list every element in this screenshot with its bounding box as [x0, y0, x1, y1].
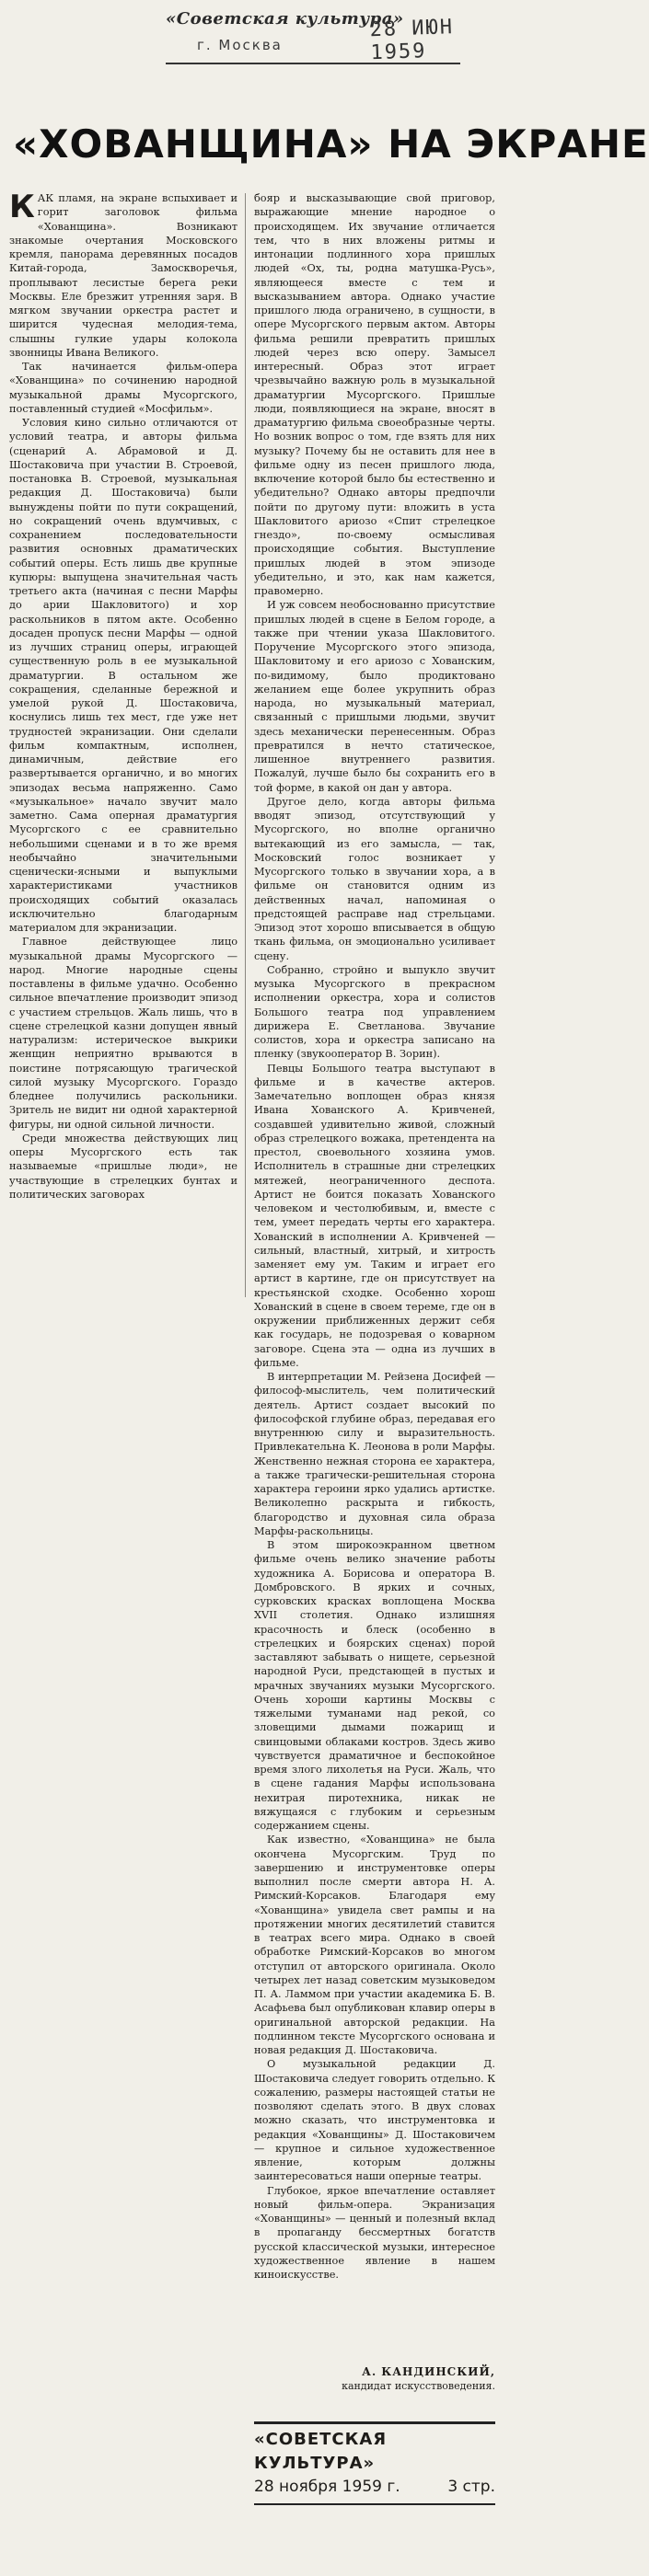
paragraph: Другое дело, когда авторы фильма вводят эпизод, отсутствующий у Мусоргского, но вполне органично вытекающий из его замысла, — так, Московский голос возникает у Мусоргского только в звучании хора, а в фильме он становится одним из действенных начал, напоминая о предстоящей расправе над стрельцами. Эпизод этот хорошо вписывается в общую ткань фильма, он эмоционально усиливает сцену. [254, 795, 495, 962]
paragraph: Как известно, «Хованщина» не была окончена Мусоргским. Труд по завершению и инструментовке оперы выполнил после смерти автора Н. А. Римский-Корсаков. Благодаря ему «Хованщина» увидела свет рампы и на протяжении многих десятилетий ставится в театрах всего мира. Однако в своей обработке Римский-Корсаков во многом отступил от авторского оригинала. Около четырех лет назад советским музыковедом П. А. Ламмом при участии академика Б. В. Асафьева был опубликован клавир оперы в оригинальной авторской редакции. На подлинном тексте Мусоргского основана и новая редакция Д. Шостаковича. [254, 1834, 495, 2056]
paragraph: О музыкальной редакции Д. Шостаковича следует говорить отдельно. К сожалению, размеры настоящей статьи не позволяют сделать этого. В двух словах можно сказать, что инструментовка и редакция «Хованщины» Д. Шостаковичем — крупное и сильное художественное явление, которым должны заинтересоваться наши оперные театры. [254, 2058, 495, 2183]
paragraph-text: АК пламя, на экране вспыхивает и горит заголовок фильма «Хованщина». Возникают знакомые очертания Московского кремля, панорама деревянных посадов Китай-города, Замоскворечья, проплывают лесистые берега реки Москвы. Еле брезжит утренняя заря. В мягком звучании оркестра растет и ширится чудесная мелодия-тема, слышны гулкие удары колокола звонницы Ивана Великого. [9, 192, 238, 359]
clipping-stamp [166, 9, 488, 75]
footer-page: 3 стр. [447, 2478, 495, 2496]
article-headline: «ХОВАНЩИНА» НА ЭКРАНЕ [13, 121, 649, 167]
paragraph: В интерпретации М. Рейзена Досифей — философ-мыслитель, чем политический деятель. Артист создает высокий по философской глубине образ, передавая его внутреннюю силу и выразительность. Привлекательна К. Леонова в роли Марфы. Женственно нежная сторона ее характера, а также трагически-решительная сторона характера героини ярко удались артистке. Великолепно раскрыта и гибкость, благородство и духовная сила образа Марфы-раскольницы. [254, 1371, 495, 1537]
stamp-paper-name: «Советская культура» [166, 9, 404, 29]
author-name: А. КАНДИНСКИЙ, [362, 2365, 495, 2378]
stamp-date: 28 ИЮН 1959 [369, 16, 455, 65]
paragraph: Условия кино сильно отличаются от условий театра, и авторы фильма (сценарий А. Абрамовой и Д. Шостаковича при участии В. Строевой, постановка В. Строевой, музыкальная редакция Д. Шостаковича) были вынуждены пойти по пути сокращений, но сокращений очень вдумчивых, с сохранением последовательности развития основных драматических событий оперы. Есть лишь две крупные купюры: выпущена значительная часть третьего акта (начиная с песни Марфы до арии Шакловитого) и хор раскольников в пятом акте. Особенно досаден пропуск песни Марфы — одной из лучших страниц оперы, играющей существенную роль в ее музыкальной драматургии. В остальном же сокращения, сделанные бережной и умелой рукой Д. Шостаковича, коснулись лишь тех мест, где уже нет трудностей экранизации. Они сделали фильм компактным, исполнен, динамичным, действие его развертывается органично, и во многих эпизодах весьма напряженно. Само «музыкальное» начало звучит мало заметно. Сама оперная драматургия Мусоргского с ее сравнительно небольшими сценами и в то же время необычайно значительными сценически-ясными и выпуклыми характеристиками участников происходящих событий оказалась исключительно благодарным материалом для экранизации. [9, 417, 238, 934]
paragraph: Так начинается фильм-опера «Хованщина» по сочинению народной музыкальной драмы Мусоргского, поставленный студией «Мосфильм». [9, 361, 238, 415]
stamp-rule [166, 63, 460, 64]
footer-meta [254, 2476, 495, 2498]
paragraph: Главное действующее лицо музыкальной драмы Мусоргского — народ. Многие народные сцены поставлены в фильме удачно. Особенно сильное впечатление производит эпизод с участием стрельцов. Жаль лишь, что в сцене стрелецкой казни допущен явный натурализм: истерическое выкрики женщин неприятно врываются в поистине потрясающую трагической силой музыку Мусоргского. Гораздо бледнее получились раскольники. Зритель не видит ни одной характерной фигуры, ни одной сильной личности. [9, 936, 238, 1131]
drop-cap: К [9, 189, 35, 225]
article-column-1 [9, 191, 238, 1332]
paragraph: Глубокое, яркое впечатление оставляет новый фильм-опера. Экранизация «Хованщины» — ценный и полезный вклад в пропаганду бессмертных богатств русской классической музыки, интересное художественное явление в нашем киноискусстве. [254, 2184, 495, 2281]
footer-rule [254, 2503, 495, 2505]
footer-date: 28 ноября 1959 г. [254, 2478, 400, 2496]
paragraph [9, 191, 238, 360]
paragraph: бояр и высказывающие свой приговор, выражающие мнение народное о происходящем. Их звучание отличается тем, что в них вложены ритмы и интонации подлинного хора пришлых людей «Ох, ты, родна матушка-Русь», являющееся вместе с тем и высказыванием автора. Однако участие пришлого люда ограничено, в сущности, в опере Мусоргского первым актом. Авторы фильма решили превратить пришлых людей через всю оперу. Замысел интересный. Образ этот играет чрезвычайно важную роль в музыкальной драматургии Мусоргского. Пришлые люди, появляющиеся на экране, вносят в драматургию фильма своеобразные черты. Но возник вопрос о том, где взять для них музыку? Почему бы не оставить для нее в фильме одну из песен пришлого люда, включение которой было бы естественно и убедительно? Однако авторы предпочли пойти по другому пути: вложить в уста Шакловитого ариозо «Спит стрелецкое гнездо», по-своему осмысливая происходящие события. Выступление пришлых людей в этом эпизоде убедительно, и это, как нам кажется, правомерно. [254, 192, 495, 597]
author-signature [254, 2364, 495, 2394]
footer-paper-name: «СОВЕТСКАЯ КУЛЬТУРА» [254, 2430, 388, 2473]
source-footer [254, 2421, 495, 2505]
article-column-2 [254, 191, 495, 2344]
paragraph: Собранно, стройно и выпукло звучит музыка Мусоргского в прекрасном исполнении оркестра, хора и солистов Большого театра под управлением дирижера Е. Светланова. Звучание солистов, хора и оркестра записано на пленку (звукооператор В. Зорин). [254, 963, 495, 1061]
paragraph: В этом широкоэкранном цветном фильме очень велико значение работы художника А. Борисова и оператора В. Домбровского. В ярких и сочных, сурковских красках воплощена Москва XVII столетия. Однако излишняя красочность и блеск (особенно в стрелецких и боярских сценах) порой заставляют забывать о нищете, серьезной народной Руси, предстающей в пустых и мрачных звучаниях музыки Мусоргского. Очень хороши картины Москвы с тяжелыми туманами над рекой, со зловещими дымами пожарищ и свинцовыми облаками костров. Здесь живо чувствуется драматичное и беспокойное время злого лихолетья на Руси. Жаль, что в сцене гадания Марфы использована нехитрая пиротехника, никак не вяжущаяся с глубоким и серьезным содержанием сцены. [254, 1539, 495, 1832]
paragraph: Певцы Большого театра выступают в фильме и в качестве актеров. Замечательно воплощен образ князя Ивана Хованского А. Кривченей, создавшей удивительно живой, сложный образ стрелецкого вожака, претендента на престол, своевольного хозяина умов. Исполнитель в страшные дни стрелецких мятежей, неограниченного деспота. Артист не боится показать Хованского человеком и честолюбивым, и, вместе с тем, умеет передать черты его характера. Хованский в исполнении А. Кривченей — сильный, властный, хитрый, и хитрость заменяет ему ум. Таким и играет его артист в картине, где он присутствует на крестьянской сходке. Особенно хорош Хованский в сцене в своем тереме, где он в окружении приближенных держит себя как государь, не подозревая о коварном заговоре. Сцена эта — одна из лучших в фильме. [254, 1062, 495, 1369]
paragraph: Среди множества действующих лиц оперы Мусоргского есть так называемые «пришлые люди», не участвующие в стрелецких бунтах и политических заговорах [9, 1132, 238, 1201]
stamp-city: г. Москва [197, 37, 283, 53]
author-title: кандидат искусствоведения. [342, 2380, 495, 2392]
column-divider [245, 193, 246, 1297]
paragraph: И уж совсем необоснованно присутствие пришлых людей в сцене в Белом городе, а также при чтении указа Шакловитого. Поручение Мусоргского этого эпизода, Шакловитому и его ариозо с Хованским, по-видимому, было продиктовано желанием еще более укрупнить образ народа, но музыкальный материал, связанный с пришлыми людьми, звучит здесь механически перенесенным. Образ превратился в нечто статическое, лишенное внутреннего развития. Пожалуй, лучше было бы сохранить его в той форме, в какой он дан у автора. [254, 599, 495, 794]
